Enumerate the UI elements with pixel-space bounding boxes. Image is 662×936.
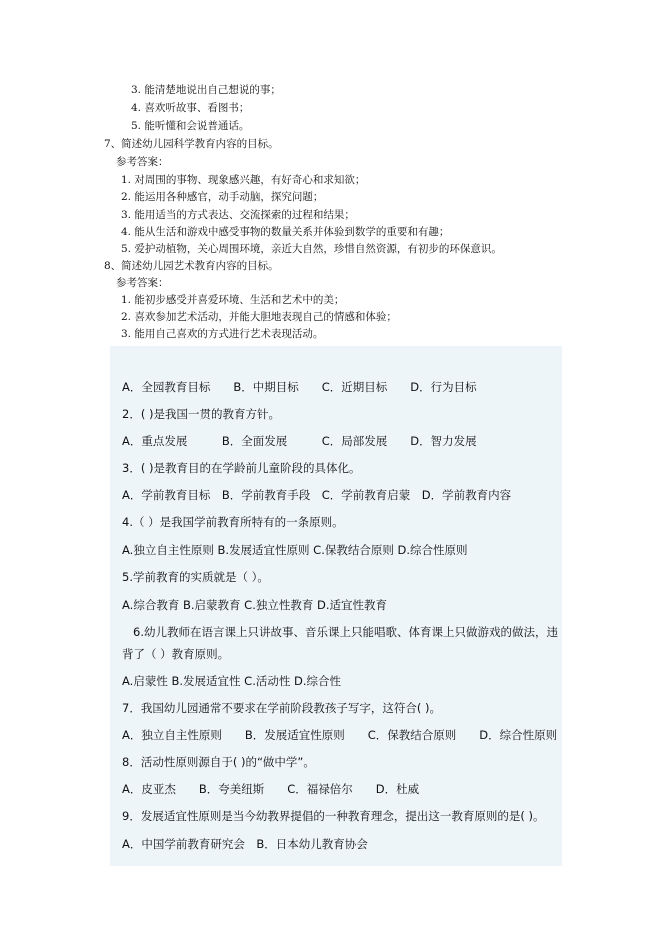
option-line: A.独立自主性原则 B.发展适宜性原则 C.保教结合原则 D.综合性原则 [122,543,468,557]
answer-label: 参考答案： [116,277,169,289]
question-line: 3．( )是教育目的在学龄前儿童阶段的具体化。 [122,461,361,475]
option-line: A.启蒙性 B.发展适宜性 C.活动性 D.综合性 [122,674,342,688]
text-line: 2. 喜欢参加艺术活动，并能大胆地表现自己的情感和体验； [121,311,397,323]
question-line: 4.（ ）是我国学前教育所特有的一条原则。 [122,515,344,529]
option-line: A．独立自主性原则 B．发展适宜性原则 C．保教结合原则 D．综合性原则 [122,728,558,742]
text-line: 5. 能听懂和会说普通话。 [131,120,250,132]
question-line: 7．我国幼儿园通常不要求在学前阶段教孩子写字，这符合( )。 [122,701,441,715]
question-line: 2．( )是我国一贯的教育方针。 [122,407,280,421]
text-line: 3. 能清楚地说出自己想说的事； [131,84,281,96]
question-line: 8．活动性原则源自于( )的“做中学”。 [122,755,315,769]
question-heading: 8、简述幼儿园艺术教育内容的目标。 [104,260,279,272]
text-line: 5. 爱护动植物，关心周围环境，亲近大自然，珍惜自然资源，有初步的环保意识。 [121,243,502,255]
option-line: A．皮亚杰 B．夸美纽斯 C．福禄倍尔 D．杜威 [122,782,420,796]
text-line: 4. 喜欢听故事、看图书； [131,102,250,114]
question-line: 5.学前教育的实质就是（ ）。 [122,570,269,584]
option-line: A．全园教育目标 B．中期目标 C．近期目标 D．行为目标 [122,380,477,394]
text-line: 2. 能运用各种感官，动手动脑，探究问题； [121,191,324,203]
text-line: 3. 能用适当的方式表达、交流探索的过程和结果； [121,209,355,221]
text-line: 3. 能用自己喜欢的方式进行艺术表现活动。 [121,328,324,340]
option-line: A．中国学前教育研究会 B．日本幼儿教育协会 [122,837,368,851]
text-line: 1. 对周围的事物、现象感兴趣，有好奇心和求知欲； [121,174,366,186]
text-line: 1. 能初步感受并喜爱环境、生活和艺术中的美； [121,294,345,306]
option-line: A.综合教育 B.启蒙教育 C.独立性教育 D.适宜性教育 [122,598,388,612]
option-line: A．重点发展 B．全面发展 C．局部发展 D．智力发展 [122,434,477,448]
answer-label: 参考答案： [116,156,169,168]
text-line: 4. 能从生活和游戏中感受事物的数量关系并体验到数学的重要和有趣； [121,226,450,238]
question-line: 9．发展适宜性原则是当今幼教界提倡的一种教育理念，提出这一教育原则的是( )。 [122,809,545,823]
option-line: A．学前教育目标 B．学前教育手段 C．学前教育启蒙 D．学前教育内容 [122,488,512,502]
question-heading: 7、简述幼儿园科学教育内容的目标。 [104,138,279,150]
question-line: 6.幼儿教师在语言课上只讲故事、音乐课上只能唱歌、体育课上只做游戏的做法，违 [133,625,558,639]
question-line: 背了（ ）教育原则。 [122,647,230,661]
